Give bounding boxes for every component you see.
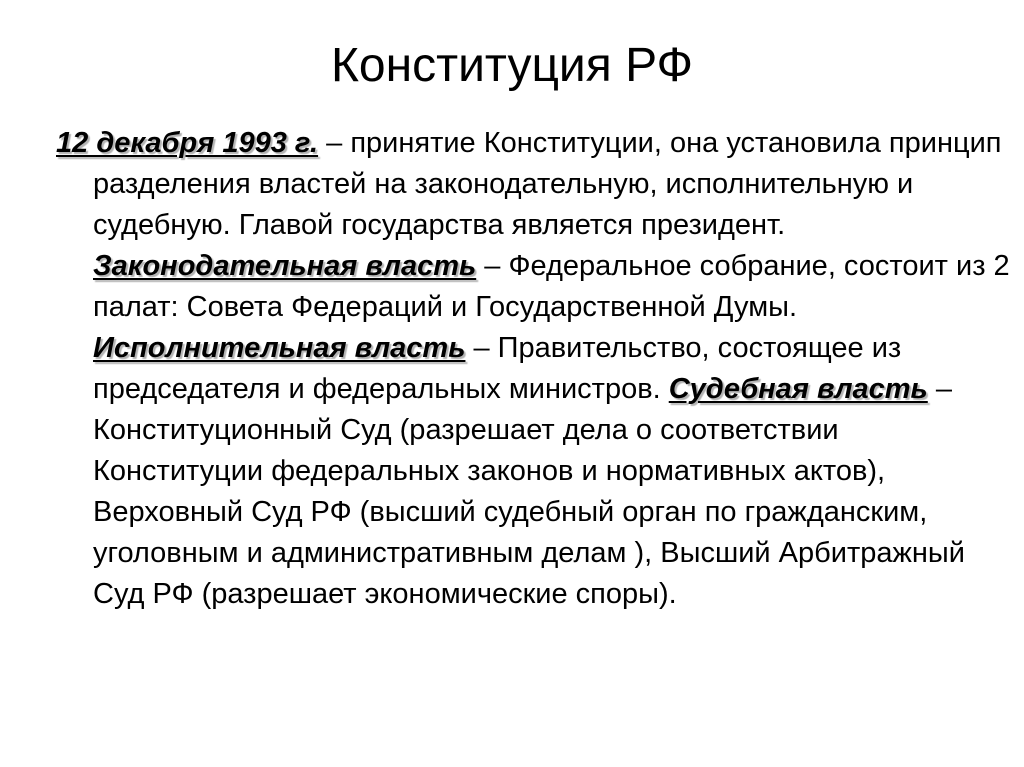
body-text-4: – Конституционный Суд (разрешает дела о соответствии Конституции федеральных законов и нормативных актов), Верховный Суд РФ (высший судебный орган по гражданским, уголовным и административным делам ), Высший Арбитражный Суд РФ (разрешает экономические споры). xyxy=(93,373,965,610)
judicial-term: Судебная власть xyxy=(668,373,928,405)
body-paragraph xyxy=(56,123,1013,615)
body-text-1: – принятие Конституции, она установила принцип разделения властей на законодательную, исполнительную и судебную. Главой государства является президент. xyxy=(93,127,1002,241)
body-text-2: – Федеральное собрание, состоит из 2 палат: Совета Федераций и Государственной Думы. xyxy=(93,250,1010,323)
body-text-3: – Правительство, состоящее из председателя и федеральных министров. xyxy=(93,332,902,405)
slide-title: Конституция РФ xyxy=(330,39,694,92)
adoption-date: 12 декабря 1993 г. xyxy=(56,127,319,159)
executive-term: Исполнительная власть xyxy=(93,332,466,364)
legislative-term: Законодательная власть xyxy=(93,250,477,282)
